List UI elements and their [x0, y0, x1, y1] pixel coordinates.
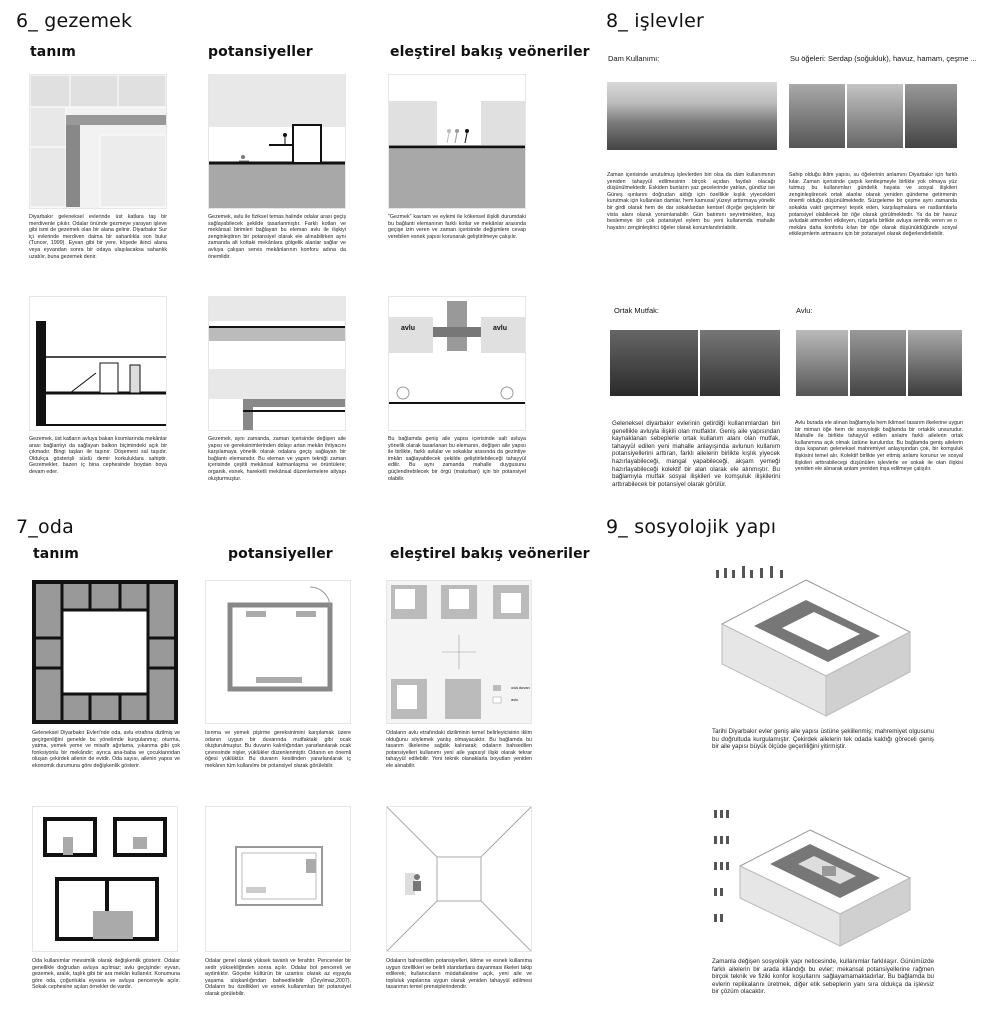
s9-axonometric-1 — [710, 560, 930, 724]
s7-r2-c3-text: Odaların bahsedilen potansiyelleri, iklime ve esnek kullanıma uygun özellikleri ve belirli standartlara dayanması ilkeleri takip edilerek; kullanıcıların müdahalesine açık, yeni aile ve topluluk yapılarına uygun olarak yeniden tahayyül edilmesi tasarımın temel prensiplerindendir. — [386, 958, 532, 991]
s8-mutfak-title: Ortak Mutfak: — [614, 306, 660, 315]
s7-r2-c2-text: Odalar genel olarak yüksek tavanlı ve ferahtır. Pencereler bir sedir yüksekliğinden sonra açılır. Odalar bol pencereli ve aydınlıktır. Göçebe kültürün bir uzantısı olarak az eşyayla yaşama alışkanlığından bahsedilebilir (Özyılmaz,2007). Odaların bu özellikleri ve esnek kullanımları bir potansiyel olarak görülebilir. — [205, 958, 351, 997]
legend-oda-duvari: oda duvarı — [511, 685, 530, 690]
s6-r1-c2-text: Gezemek, avlu ile fiziksel temas halinde odalar arası geçiş sağlayabilecek şekilde tasarlanmıştır. Farklı kotları ve mekânsal birimleri bağlayan bu eleman avlu ile ilişkiyi zenginleştiren bir potansiyel olarak ele alınabilirken aynı zamanda alt kottaki mekânlara gölgelik alanlar sağlar ve avluya çalışan servis mekânlarının konforu adına da önemlidir. — [208, 214, 346, 260]
s6-r2-c3-text: Bu bağlamda geniş aile yapısı içerisinde salt avluya yönelik olarak tasarlanan bu elemanın, değişen aile yapısı ile birlikte, farklı avlular ve sokaklar arasında da gezintiye imkân sağlayabilecek şekilde geliştirilebileceği tahayyül edilir. Bu aynı zamanda mahalle duygusunu güçlendirebilecek bir örgü (maturban) için bir potansiyel olabilir. — [388, 436, 526, 482]
s8-su-text: Sahip olduğu iklim yapısı, su öğelerinin anlamını Diyarbakır için farklı kılar. Zaman içerisinde çarpık kentleşmeyle birlikte yok olmaya yüz tutmuş bu kullanımları gündelik hayata ve sosyal ilişkileri zenginleştirecek ortak alanlar olarak yeniden gündeme getirmenin önemli olduğu düşünülmektedir. Süzgeleme bir çeşme aynı zamanda sokakta vakit geçirmeyi teşvik eden, karşılaşmalara ve rastlantılarla potansiyel olabilecek bir öğe olarak görülmektedir. Ya da bir havuz avludaki atmosferi etkileyen, rüzgarla birlikte avluya serinlik veren ve o mekânı daha konforlu kılan bir öğe olarak düşünüldüğünde sosyal etkileşimlerin artmasını için bir potansiyel olarak değerlendirilebilir. — [789, 172, 957, 238]
s6-r1-c1-text: Diyarbakır geleneksel evlerinde üst katlara taş bir merdivenle çıkılır. Odalar önünde gezmeye yarayan işleve gibi ismi de gezemek olan bir alana gelinir. Diyarbakır Sur içi evlerinde merdiven daima bir sahanlıkla son bulur (Tuncer, 1999). Eyvan gibi bir yere, köşede ikinci alana veya eyvandan sonra bir odaya ulaşılacaksa sahanlık uzatılır, buna gezemek denir. — [29, 214, 167, 260]
section-8-title: 8_ işlevler — [606, 10, 704, 32]
s7-col-potansiyeller: potansiyeller — [228, 546, 333, 562]
s7-col-elestirel: eleştirel bakış veöneriler — [390, 546, 590, 562]
s7-r1-c2-plan — [205, 580, 351, 724]
s6-col-tanim: tanım — [30, 44, 76, 60]
s7-r1-c1-text: Geleneksel Diyarbakır Evleri'nde oda, avlu etrafına dizilmiş ve geçirgenliğini genelde bu yönelimde kurgulanmış; oturma, yatma, yemek yeme ve misafir ağırlama, yıkanma gibi çok fonksiyonlu bir mekândır; ayrıca ana-baba ve çocuklarından oluşan çekirdek ailenin de evidir. Oda sayısı, ailenin yapısı ve ekonomik durumuna göre değişkenlik gösterir. — [32, 730, 180, 769]
s8-avlu-text: Avlu burada ele alınan bağlamıyla hem iklimsel tasarım ilkelerine uygun bir mimari öğe hem de sosyolojik bağlamda bir ortaklık unsurudur. Mahalle ile birlikte tahayyül edilen anlamı farklı ailelerin ortak kullanımına açık olmak üstüne kurulurdur. Bu bağlamda geniş ailelerin dışa kapanan geleneksel mahremiyet anlayışından çok, bir komşuluk ilişkisini temel alır. Kolektif birlikte yer ettmiş anlamı korunur ve sosyal ilişkileri arttırabilecegi düşünülen işlevlerle ve sokak ile olan ilişkisi yeniden ele alınarak anlam yeniden inşa edilmeye çalışılır. — [795, 420, 963, 473]
s8-mutfak-text: Geleneksel diyarbakır evlerinin getirdiği kullanımlardan biri genellikle avluyla ilişkili olan mutfaktır. Geniş aile yapısından kaynaklanan sebeplerle ortak kullanım alanı olan mutfak, tahayyül edilen yeni mahalle anlayışında avlunun kullanım potansiyellerini arttıran, farklı ailelerin birlikte kışlık yiyecek hazırlayabileceği, mangal yapabileceği, akşam yemeği hazırlayabileceği kolektif bir alan olarak ele alınmıştır. Bu bağlamıyla mutfak sosyal ilişkileri ve komşuluk ilişkilerini arttırabilecek bir potansiyel olarak görülür. — [612, 420, 780, 488]
su-photo-3 — [905, 84, 957, 148]
s6-r1-c3-section — [388, 74, 526, 209]
mutfak-photo-1 — [610, 330, 698, 396]
section-6-title: 6_ gezemek — [16, 10, 133, 32]
legend-avlu: avlu — [511, 697, 519, 702]
s7-r1-c2-text: Isınma ve yemek pişirme gereksinimini karşılamak üzere odanın uygun bir duvarında mutfaktaki gibi ocak oluşturulmuştur. Bu duvarın kalınlığından yararlanılarak ocak çevresinde nişler, yüklükler düzenlenmiştir. Odanın en önemli öğesi yüklüktür. Bu duvarın kesitinden yararlanılarak iç mekânın tüm kullanılmı bir potansiyel olarak görülebilir. — [205, 730, 351, 769]
avlu-label-left: avlu — [401, 325, 416, 332]
su-photo-2 — [847, 84, 903, 148]
su-photo-1 — [789, 84, 845, 148]
s7-r2-c2-section — [205, 806, 351, 952]
s7-r1-c3-plan — [386, 580, 532, 724]
s8-dam-title: Dam Kullanımı: — [608, 54, 660, 63]
s6-r2-c3-plan — [388, 296, 526, 431]
s6-col-potansiyeller: potansiyeller — [208, 44, 313, 60]
s7-col-tanim: tanım — [33, 546, 79, 562]
s6-r2-c1-text: Gezemek, üst katların avluya bakan kısımlarında mekânlar arası bağlantıyı da sağlayan balkon biçimindeki açık bir çıkmadır. Bingi taşları ile taşınır. Döşemesi sal taşıdır. Oldukça gösterişli süslü demir korkuluklara sahiptir. Gezemekler, bazen iç bina cephesinde boydan boya devam eder. — [29, 436, 167, 475]
s6-r2-c2-plan — [208, 296, 346, 431]
avlu-photo-2 — [850, 330, 906, 396]
section-9-title: 9_ sosyolojik yapı — [606, 516, 777, 538]
section-7-title: 7_oda — [16, 516, 74, 538]
s6-r2-c1-section — [29, 296, 167, 431]
avlu-label-right: avlu — [493, 325, 508, 332]
s9-axonometric-2 — [710, 800, 930, 950]
s7-r1-c1-plan — [32, 580, 178, 724]
s6-col-elestirel: eleştirel bakış veöneriler — [390, 44, 590, 60]
s6-r1-c1-drawing — [29, 74, 167, 209]
avlu-photo-3 — [908, 330, 962, 396]
s9-text-1: Tarihi Diyarbakır evler geniş aile yapısı üstüne şekillenmiş; mahremiyet olgusunu bu doğrultuda kurgulamıştır. Çekirdek ailelerin tek odada kaldığı göreceli geniş bir aile yapısı büyük ölçüde geçerliliğini yitirmiştir. — [712, 728, 934, 751]
avlu-photo-1 — [796, 330, 848, 396]
s7-r2-c1-text: Oda kullanımlar mevsimlik olarak değişkenlik gösterir. Odalar genellikle doğrudan avluya açılmaz; avlu geçişinde: eyvan, gezemek, aralık, taşlık gibi bir ara mekân kullanılır. Konumuna göre oda, çoğunlukla eyvana ve avluya pencereyle açılır. Sokak cephesine açılan örnekler de vardır. — [32, 958, 180, 991]
s8-avlu-title: Avlu: — [796, 306, 813, 315]
dam-photo — [607, 82, 777, 150]
s8-su-title: Su öğeleri: Serdap (soğukluk), havuz, hamam, çeşme ... — [790, 54, 977, 63]
s6-r1-c3-text: "Gezmek" kavram ve eylemi ile kökensel ilişkili durumdaki bu bağlantı elemanının farklı kotlar ve mekânlar arasında geçişe izin veren ve zaman içerisinde değişmlere cevap verebilen esnek yapısı korunarak geliştirilmeye çalışılır. — [388, 214, 526, 240]
mutfak-photo-2 — [700, 330, 780, 396]
s9-text-2: Zamanla değişen sosyolojik yapı neticesinde, kullanımlar farklılaşır. Günümüzde farklı ailelerin bir arada kllandığı bu evler; mekansal potansiyellerine rağmen birçok teknik ve fiziki konfor koşullarını sağlayamamaktadırlar. Bu bağlamda bu evlerin replikalarını üretmek, diğer etik sebeplerin yanı sıra oldukça da işlevsiz bir çözüm olacaktır. — [712, 958, 934, 996]
s7-r2-c3-perspective — [386, 806, 532, 952]
s7-r2-c1-plans — [32, 806, 178, 952]
s6-r2-c2-text: Gezemek, aynı zamanda, zaman içerisinde değişen aile yapısı ve gereksinimlerinden dolayı artan mekân ihtiyacını karşılamaya yönelik olarak odalara geçiş sağlayan bir bağlantı elemanıdır. Bu eleman ve yapım tekniği zaman içerisinde çeşitli mekânsal katmanlaşma ve örüntülere; organik, esnek, hareketli mekânsal düzenlemelere altyapı oluşturmuştur. — [208, 436, 346, 482]
s6-r1-c2-section — [208, 74, 346, 209]
s8-dam-text: Zaman içerisinde unutulmuş işlevlerden biri olsa da dam kullanımının yeniden tahayyül edilmesinin birçok açıdan faydalı olacağı düşünülmektedir. Eskiden bunların yaz gecelerinde yatılan, gündüz ise Güneş ışınlarını doğrudan aldığı için özellikle kışlık yiyecekleri kurutmak için kullanılan damlar, hem kamusal yüzeyi arttırmaya yönelik bir girdi olarak hem de dar sokaklardan kentsel ölçeğe geçişlerin bir vista alanı olarak yorumlanabilir. Gün batımını seyretmekten, kuş beslemeye bir çok potansiyel eylem bu yeni kullanımda mahalle hayatını zenginleştirici öğeler olarak konumlandırılabilir. — [607, 172, 775, 231]
s7-r1-c3-text: Odaların avlu etrafındaki diziliminin temel belirleyicisinin iklim olduğunu söylemek yanlış olmayacaktır. Bu bağlamda bu tasarım ilkelerine sağdık kalınarak; odaların bahsedilen potansiyelleri kullanımı yeni aile yapısıyl ilişki olarak tekrar tahayyül edilebilir. Yeni teknik olanaklarla boyutları yeniden ele alınabilir. — [386, 730, 532, 769]
